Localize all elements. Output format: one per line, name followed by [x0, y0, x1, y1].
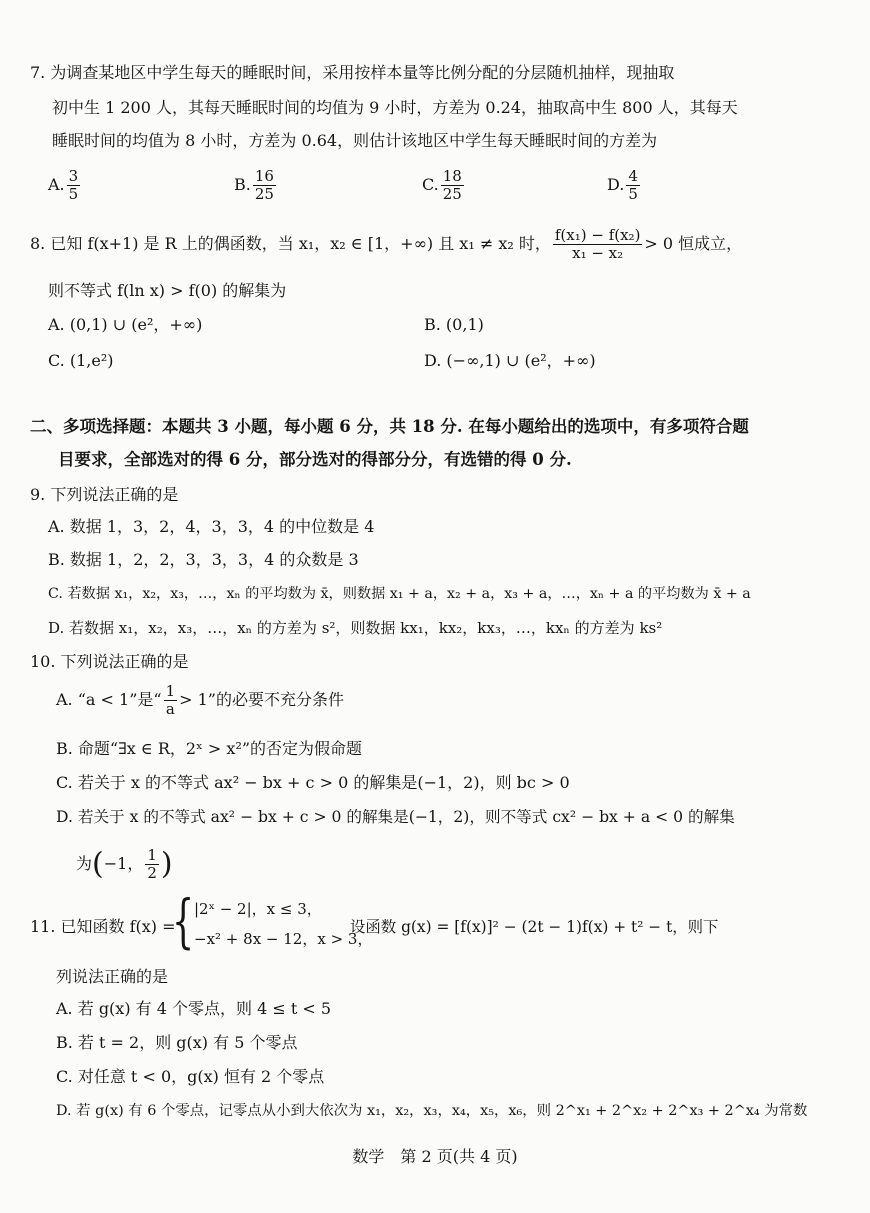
q8-fraction: $\frac{\text{f(x₁) − f(x₂)}}{\text{x₁ − x₂}}$ [554, 226, 641, 262]
q7-line2: 初中生 1 200 人，其每天睡眠时间的均值为 9 小时，方差为 0.24，抽取高中生 800 人，其每天 [52, 98, 738, 117]
q9-option-b: B. 数据 1，2，2，3，3，3，4 的众数是 3 [48, 550, 359, 569]
q9-option-c: C. 若数据 x₁，x₂，x₃，…，xₙ 的平均数为 x̄，则数据 x₁ + a，x₂ + a，x₃ + a，…，xₙ + a 的平均数为 x̄ + a [48, 586, 751, 602]
q7-option-d: D. $\frac{4}{5}$ [607, 167, 638, 203]
q11-option-c: C. 对任意 t < 0，g(x) 恒有 2 个零点 [56, 1067, 325, 1086]
q11-post: 设函数 g(x) = [f(x)]² − (2t − 1)f(x) + t² − t，则下 [350, 918, 719, 936]
q11-prefix: 11. 已知函数 f(x) = [30, 917, 176, 936]
q11-case1: |2ˣ − 2|，x ≤ 3， [194, 900, 322, 918]
q7-option-c: C. $\frac{18}{25}$ [422, 167, 462, 203]
q11-piecewise [172, 887, 373, 956]
q8-option-c: C. (1,e²) [48, 351, 114, 370]
q8-option-a: A. (0,1) ∪ (e²，+∞) [48, 315, 203, 334]
q7-line3: 睡眠时间的均值为 8 小时，方差为 0.64，则估计该地区中学生每天睡眠时间的方差为 [52, 131, 658, 150]
q7-option-a-fraction: $\frac{3}{5}$ [68, 167, 79, 203]
q10-option-d-fraction: $\frac{1}{2}$ [147, 846, 157, 882]
page-footer: 数学 第 2 页(共 4 页) [352, 1147, 518, 1166]
q10-option-d-line2: 为(−1， $\frac{1}{2}$ ) [76, 846, 173, 882]
q11-case2: −x² + 8x − 12，x > 3， [194, 930, 373, 948]
q10-option-a-fraction: $\frac{1}{a}$ [165, 682, 176, 718]
q10-option-b: B. 命题“∃x ∈ R，2ˣ > x²”的否定为假命题 [56, 739, 363, 758]
section2-line2: 目要求，全部选对的得 6 分，部分选对的得部分分，有选错的得 0 分. [58, 450, 572, 469]
q7-option-d-fraction: $\frac{4}{5}$ [628, 167, 638, 203]
q7-line1: 7. 为调查某地区中学生每天的睡眠时间，采用按样本量等比例分配的分层随机抽样，现抽取 [30, 63, 675, 82]
q7-option-b: B. $\frac{16}{25}$ [234, 167, 274, 203]
q11-line2: 列说法正确的是 [56, 967, 169, 986]
section2-line1: 二、多项选择题：本题共 3 小题，每小题 6 分，共 18 分. 在每小题给出的选项中，有多项符合题 [30, 417, 749, 436]
q11-option-d: D. 若 g(x) 有 6 个零点，记零点从小到大依次为 x₁，x₂，x₃，x₄，x₅，x₆，则 2^x₁ + 2^x₂ + 2^x₃ + 2^x₄ 为常数 [56, 1103, 808, 1119]
q9-option-a: A. 数据 1，3，2，4，3，3，4 的中位数是 4 [48, 517, 375, 536]
q7-option-c-fraction: $\frac{18}{25}$ [442, 167, 462, 203]
q9-option-d: D. 若数据 x₁，x₂，x₃，…，xₙ 的方差为 s²，则数据 kx₁，kx₂，kx₃，…，kxₙ 的方差为 ks² [48, 619, 663, 637]
q8-option-b: B. (0,1) [424, 315, 484, 334]
brace-glyph: { [172, 887, 195, 955]
q10-option-c: C. 若关于 x 的不等式 ax² − bx + c > 0 的解集是(−1，2)，则 bc > 0 [56, 773, 570, 792]
q10-option-d: D. 若关于 x 的不等式 ax² − bx + c > 0 的解集是(−1，2)，则不等式 cx² − bx + a < 0 的解集 [56, 808, 735, 826]
q11-option-b: B. 若 t = 2，则 g(x) 有 5 个零点 [56, 1033, 298, 1052]
q8-line1: 8. 已知 f(x+1) 是 R 上的偶函数，当 x₁，x₂ ∈ [1，+∞) 且 x₁ ≠ x₂ 时， $\frac{\text{f(x₁) − f(x₂)}}{\text{x₁ − x₂}}$ > 0 恒成立， [30, 226, 743, 262]
q7-option-b-fraction: $\frac{16}{25}$ [254, 167, 274, 203]
q10-option-a: A. “a < 1”是“ $\frac{1}{a}$ > 1”的必要不充分条件 [56, 682, 344, 718]
q10-stem: 10. 下列说法正确的是 [30, 652, 189, 671]
q11-option-a: A. 若 g(x) 有 4 个零点，则 4 ≤ t < 5 [56, 999, 332, 1018]
q7-option-a: A. $\frac{3}{5}$ [48, 167, 79, 203]
q8-option-d: D. (−∞,1) ∪ (e²，+∞) [424, 351, 596, 370]
q8-line2: 则不等式 f(ln x) > f(0) 的解集为 [48, 281, 287, 300]
q9-stem: 9. 下列说法正确的是 [30, 485, 179, 504]
